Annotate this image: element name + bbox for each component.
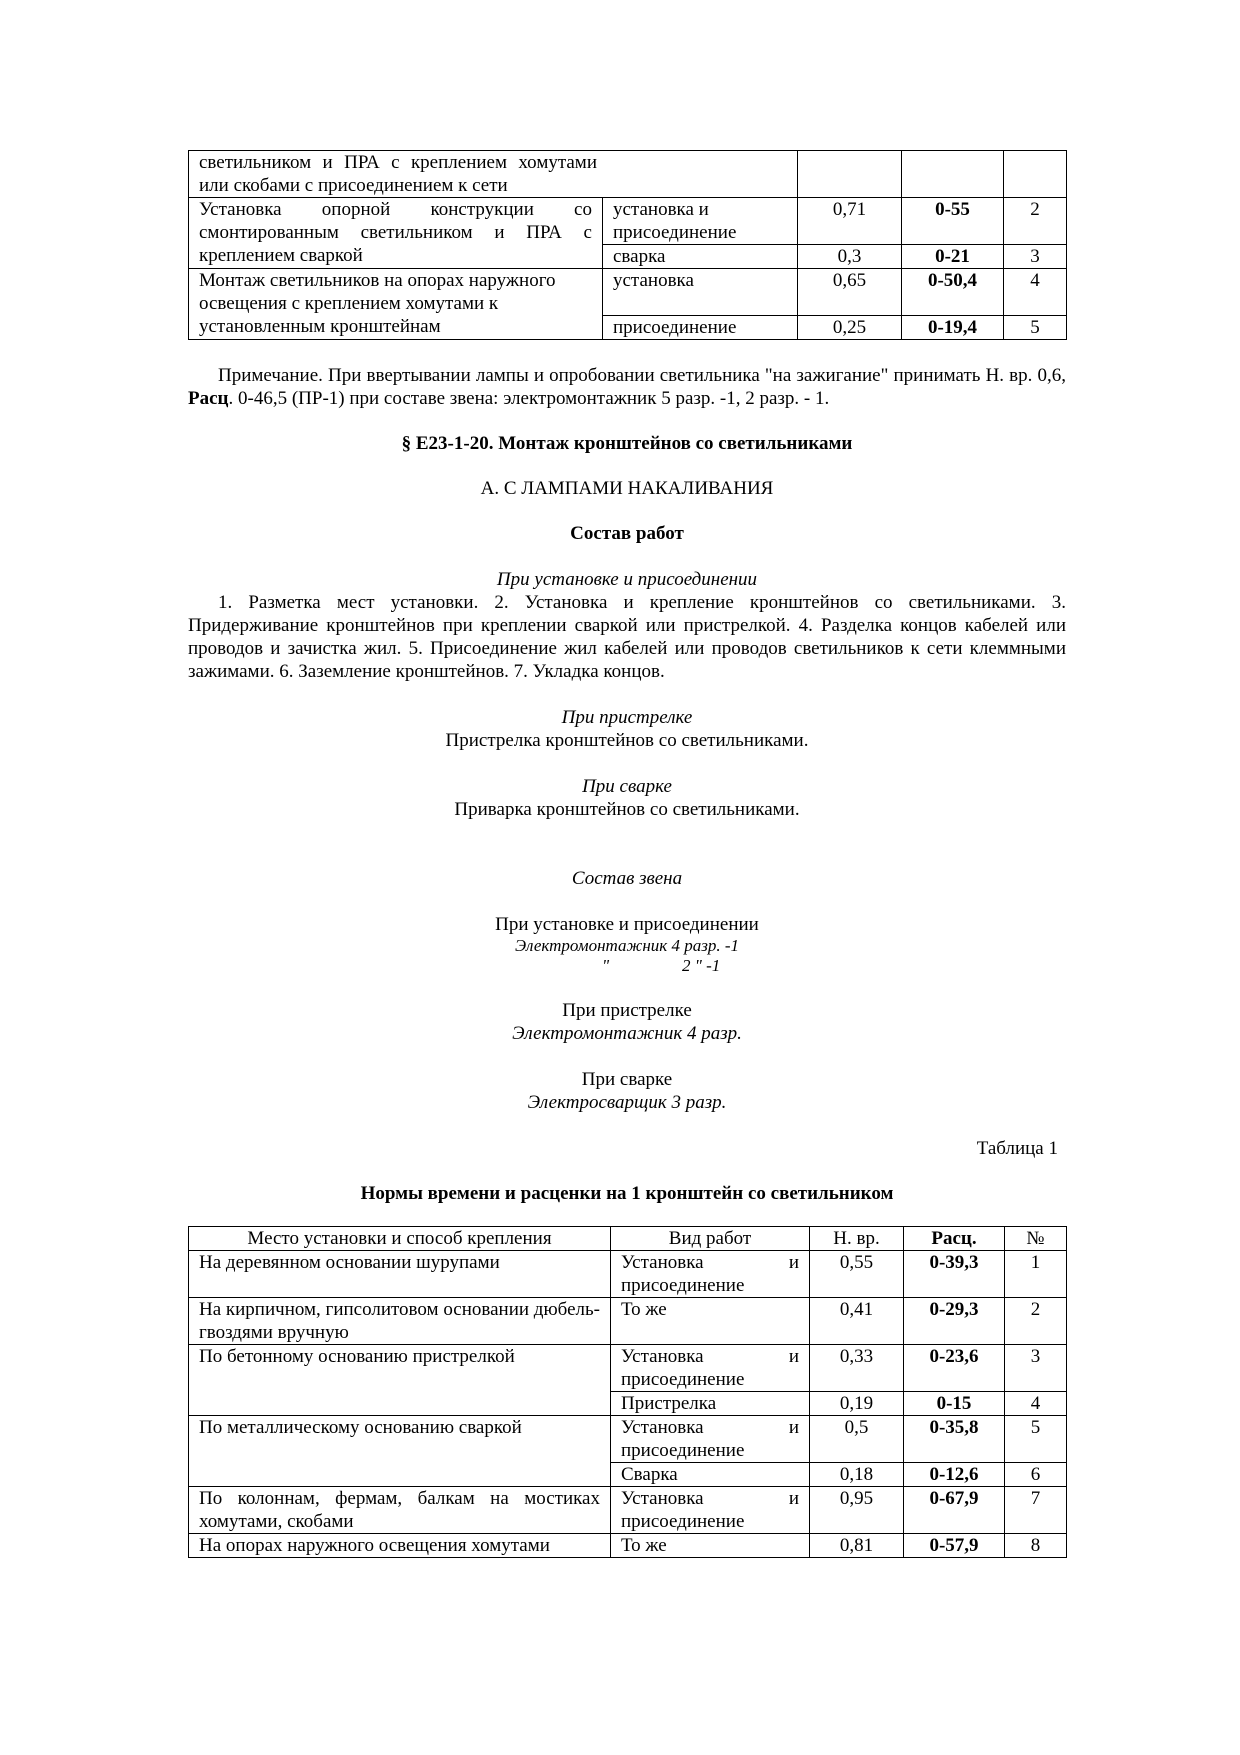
nvr-cell: 0,33 <box>810 1345 904 1392</box>
work-heading-welding: При сварке <box>582 776 672 797</box>
table-row <box>189 151 1067 198</box>
work-cell: То же <box>611 1534 810 1558</box>
work-word: Установка <box>621 1252 704 1273</box>
number-cell: 4 <box>1005 1392 1067 1416</box>
nvr-cell: 0,3 <box>798 245 902 269</box>
rasc-cell: 0-21 <box>902 245 1004 269</box>
work-cell <box>611 1487 810 1534</box>
place-cell: На кирпичном, гипсолитовом основании дюбель-гвоздями вручную <box>189 1298 611 1345</box>
header-nvr: Н. вр. <box>810 1227 904 1251</box>
work-heading-install: При установке и присоединении <box>496 569 758 590</box>
nvr-cell: 0,55 <box>810 1251 904 1298</box>
ditto-mark: " <box>602 956 610 975</box>
work-conj: и <box>788 1417 799 1438</box>
note-bold: Расц <box>188 388 229 409</box>
work-cell: установка <box>603 269 798 316</box>
work-text-shooting: Пристрелка кронштейнов со светильниками. <box>445 730 809 751</box>
work-word-2: присоединение <box>621 1369 745 1390</box>
top-norms-table <box>188 150 1067 340</box>
number-cell: 8 <box>1005 1534 1067 1558</box>
table-row <box>189 1534 1067 1558</box>
nvr-cell: 0,71 <box>798 198 902 245</box>
rasc-cell <box>902 151 1004 198</box>
work-cell <box>611 1345 810 1392</box>
table-row <box>189 1251 1067 1298</box>
work-cell: сварка <box>603 245 798 269</box>
work-cell: установка и присоединение <box>603 198 798 245</box>
rasc-cell: 0-67,9 <box>904 1487 1005 1534</box>
number-cell: 2 <box>1004 198 1067 245</box>
crew-rank: 2 " -1 <box>682 956 721 975</box>
work-composition-title: Состав работ <box>570 523 684 544</box>
rasc-cell: 0-57,9 <box>904 1534 1005 1558</box>
work-text-install: 1. Разметка мест установки. 2. Установка и крепление кронштейнов со светильниками. 3. Придерживание кронштейнов при креплении сваркой или пристрелкой. 4. Разделка концов кабелей или проводов и зачистка жил. 5. Присоединение жил кабелей или проводов светильников к сети клеммными зажимами. 6. Заземление кронштейнов. 7. Укладка концов. <box>188 592 1066 682</box>
place-cell: По колоннам, фермам, балкам на мостиках хомутами, скобами <box>189 1487 611 1534</box>
note-text: Примечание. При ввертывании лампы и опробовании светильника "на зажигание" принимать Н. вр. 0,6, <box>218 365 1066 386</box>
place-cell: Монтаж светильников на опорах наружного освещения с креплением хомутами к установленным кронштейнам <box>189 269 603 340</box>
number-cell: 3 <box>1005 1345 1067 1392</box>
header-work: Вид работ <box>611 1227 810 1251</box>
work-word: Установка <box>621 1488 704 1509</box>
nvr-cell: 0,81 <box>810 1534 904 1558</box>
number-cell: 1 <box>1005 1251 1067 1298</box>
number-cell: 3 <box>1004 245 1067 269</box>
number-cell: 4 <box>1004 269 1067 316</box>
rasc-cell: 0-50,4 <box>902 269 1004 316</box>
place-cell: Установка опорной конструкции со смонтированным светильником и ПРА с креплением сваркой <box>189 198 603 269</box>
header-rasc: Расц. <box>904 1227 1005 1251</box>
header-place: Место установки и способ крепления <box>189 1227 611 1251</box>
work-cell <box>611 1251 810 1298</box>
nvr-cell: 0,41 <box>810 1298 904 1345</box>
crew-line-shooting: Электромонтажник 4 разр. <box>512 1023 742 1044</box>
nvr-cell: 0,95 <box>810 1487 904 1534</box>
work-cell: То же <box>611 1298 810 1345</box>
rasc-cell: 0-12,6 <box>904 1463 1005 1487</box>
subsection-title: А. С ЛАМПАМИ НАКАЛИВАНИЯ <box>480 478 774 499</box>
main-norms-table <box>188 1226 1067 1558</box>
work-text-welding: Приварка кронштейнов со светильниками. <box>454 799 800 820</box>
table-row <box>189 1487 1067 1534</box>
nvr-cell: 0,18 <box>810 1463 904 1487</box>
place-cell: На деревянном основании шурупами <box>189 1251 611 1298</box>
table-header-row <box>189 1227 1067 1251</box>
rasc-cell: 0-35,8 <box>904 1416 1005 1463</box>
rasc-cell: 0-23,6 <box>904 1345 1005 1392</box>
table-title: Нормы времени и расценки на 1 кронштейн со светильником <box>360 1183 894 1204</box>
table-label: Таблица 1 <box>976 1138 1058 1159</box>
table-row <box>189 1298 1067 1345</box>
number-cell: 6 <box>1005 1463 1067 1487</box>
work-cell: присоединение <box>603 316 798 340</box>
header-number: № <box>1005 1227 1067 1251</box>
number-cell: 2 <box>1005 1298 1067 1345</box>
crew-heading-shooting: При пристрелке <box>562 1000 692 1021</box>
nvr-cell: 0,65 <box>798 269 902 316</box>
table-row <box>189 1345 1067 1392</box>
nvr-cell: 0,19 <box>810 1392 904 1416</box>
work-cell: Пристрелка <box>611 1392 810 1416</box>
work-word-2: присоединение <box>621 1440 745 1461</box>
rasc-cell: 0-55 <box>902 198 1004 245</box>
number-cell: 5 <box>1005 1416 1067 1463</box>
crew-line-install-2 <box>188 956 1066 976</box>
crew-line-install-1: Электромонтажник 4 разр. -1 <box>514 936 739 955</box>
crew-line-welding: Электросварщик 3 разр. <box>527 1092 727 1113</box>
number-cell: 5 <box>1004 316 1067 340</box>
nvr-cell <box>798 151 902 198</box>
document-page <box>188 150 1066 1558</box>
work-word: Установка <box>621 1346 704 1367</box>
section-title: § Е23-1-20. Монтаж кронштейнов со светильниками <box>401 433 853 454</box>
work-word: Установка <box>621 1417 704 1438</box>
work-conj: и <box>788 1252 799 1273</box>
place-cell: По бетонному основанию пристрелкой <box>189 1345 611 1416</box>
nvr-cell: 0,25 <box>798 316 902 340</box>
crew-heading-welding: При сварке <box>581 1069 673 1090</box>
nvr-cell: 0,5 <box>810 1416 904 1463</box>
table-row <box>189 198 1067 245</box>
work-heading-shooting: При пристрелке <box>561 707 693 728</box>
work-conj: и <box>788 1488 799 1509</box>
number-cell: 7 <box>1005 1487 1067 1534</box>
rasc-cell: 0-39,3 <box>904 1251 1005 1298</box>
note-text-end: . 0-46,5 (ПР-1) при составе звена: электромонтажник 5 разр. -1, 2 разр. - 1. <box>228 388 830 409</box>
crew-heading-install: При установке и присоединении <box>495 914 759 935</box>
number-cell <box>1004 151 1067 198</box>
note-paragraph <box>188 364 1066 410</box>
table-row <box>189 269 1067 316</box>
work-conj: и <box>788 1346 799 1367</box>
crew-title: Состав звена <box>571 868 683 889</box>
work-cell <box>611 1416 810 1463</box>
table-row <box>189 1416 1067 1463</box>
work-word-2: присоединение <box>621 1511 745 1532</box>
rasc-cell: 0-29,3 <box>904 1298 1005 1345</box>
place-cell: На опорах наружного освещения хомутами <box>189 1534 611 1558</box>
place-cell: По металлическому основанию сваркой <box>189 1416 611 1487</box>
rasc-cell: 0-19,4 <box>902 316 1004 340</box>
rasc-cell: 0-15 <box>904 1392 1005 1416</box>
work-word-2: присоединение <box>621 1275 745 1296</box>
place-cell: светильником и ПРА с креплением хомутами или скобами с присоединением к сети <box>189 151 798 198</box>
work-cell: Сварка <box>611 1463 810 1487</box>
